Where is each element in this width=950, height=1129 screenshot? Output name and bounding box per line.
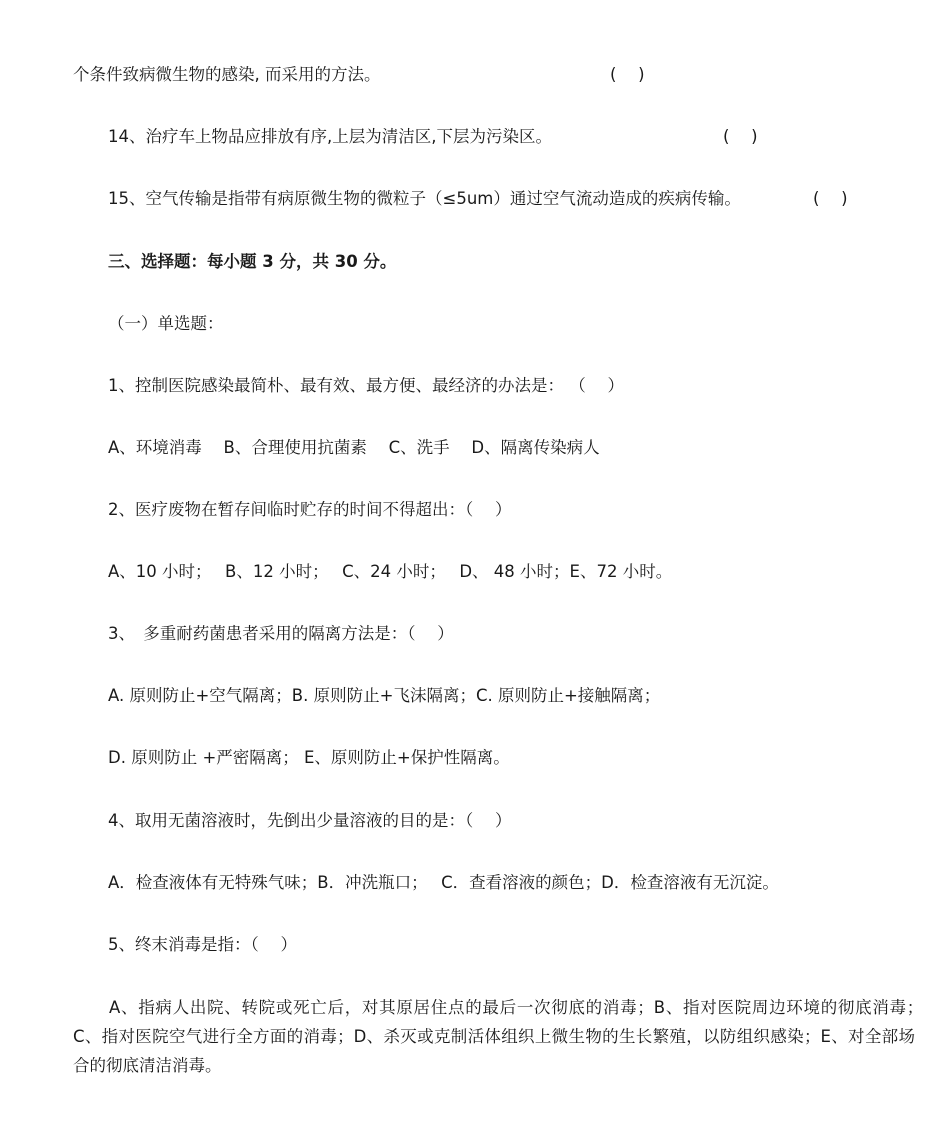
mc-question-3: 3、 多重耐药菌患者采用的隔离方法是：（ ） xyxy=(108,624,454,643)
mc-question-4: 4、取用无菌溶液时，先倒出少量溶液的目的是：（ ） xyxy=(108,811,512,830)
answer-bracket-15: ( ) xyxy=(813,189,848,208)
section-heading-choice: 三、选择题：每小题 3 分，共 30 分。 xyxy=(108,252,397,271)
mc-options-5: A、指病人出院、转院或死亡后，对其原居住点的最后一次彻底的消毒；B、指对医院周边环境的彻底消毒； C、指对医院空气进行全方面的消毒；D、杀灭或克制活体组织上微生物的生长繁殖，以防组织感染；E、对全部场合的彻底清洁消毒。 xyxy=(73,998,932,1075)
answer-bracket-13: ( ) xyxy=(610,65,645,84)
mc-question-5: 5、终末消毒是指：（ ） xyxy=(108,935,297,954)
question-14: 14、治疗车上物品应排放有序,上层为清洁区,下层为污染区。 xyxy=(108,127,552,146)
subsection-single-choice: （一）单选题： xyxy=(108,314,224,333)
question-15: 15、空气传输是指带有病原微生物的微粒子（≤5um）通过空气流动造成的疾病传输。 xyxy=(108,189,741,208)
mc-options-3b: D. 原则防止 +严密隔离； E、原则防止+保护性隔离。 xyxy=(108,748,510,767)
question-13-continuation: 个条件致病微生物的感染, 而采用的方法。 xyxy=(73,65,381,84)
mc-options-4: A．检查液体有无特殊气味；B．冲洗瓶口； C．查看溶液的颜色；D．检查溶液有无沉淀。 xyxy=(108,873,779,892)
mc-options-1: A、环境消毒 B、合理使用抗菌素 C、洗手 D、隔离传染病人 xyxy=(108,438,600,457)
mc-options-3a: A. 原则防止+空气隔离；B. 原则防止+飞沫隔离；C. 原则防止+接触隔离； xyxy=(108,686,661,705)
mc-question-1: 1、控制医院感染最简朴、最有效、最方便、最经济的办法是： （ ） xyxy=(108,376,624,395)
answer-bracket-14: ( ) xyxy=(723,127,758,146)
mc-options-2: A、10 小时； B、12 小时； C、24 小时； D、 48 小时；E、72 小时。 xyxy=(108,562,673,581)
mc-question-2: 2、医疗废物在暂存间临时贮存的时间不得超出：（ ） xyxy=(108,500,512,519)
